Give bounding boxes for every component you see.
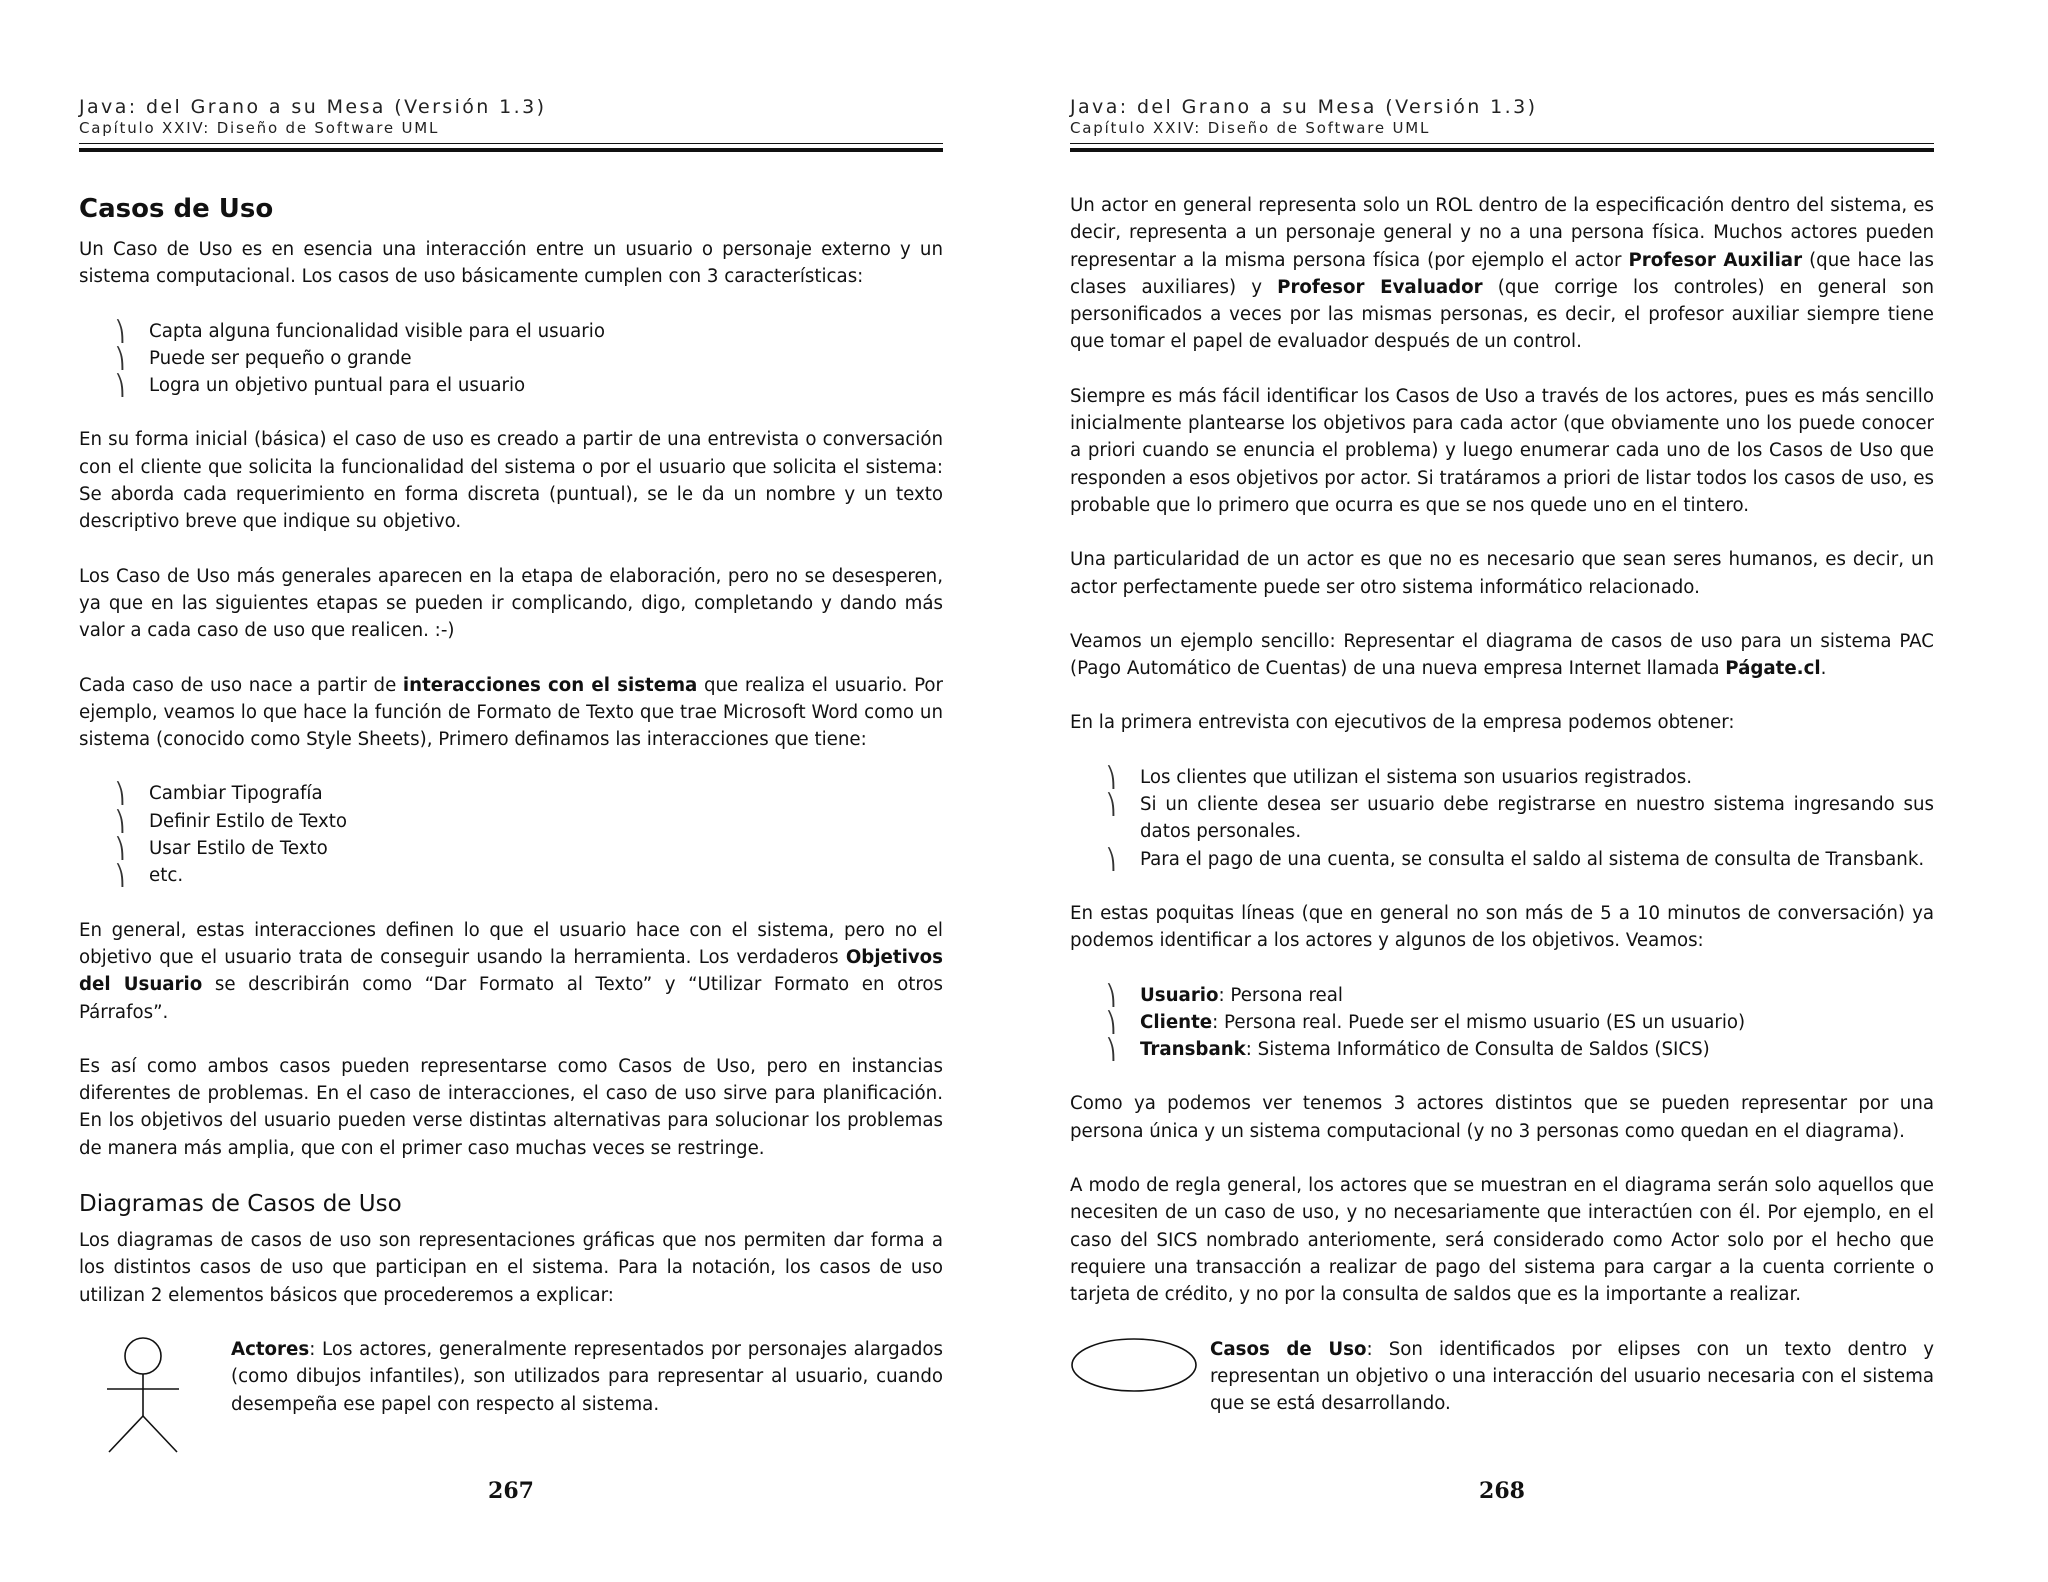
paragraph: Una particularidad de un actor es que no es necesario que sean seres humanos, es decir, un actor perfectamente puede ser otro sistema informático relacionado.	[1070, 549, 1934, 598]
bold-term: Objetivos del Usuario	[79, 946, 943, 996]
interactions-list	[79, 780, 943, 889]
bold-term: interacciones con el sistema	[402, 674, 698, 696]
list-item: ⎞ Puede ser pequeño o grande	[115, 345, 943, 372]
list-item: ⎞ Usar Estilo de Texto	[115, 835, 943, 862]
list-item: ⎞ Logra un objetivo puntual para el usuario	[115, 372, 943, 399]
list-item: ⎞ Usuario: Persona real	[1106, 982, 1934, 1009]
bold-term: Casos de Uso	[1210, 1338, 1367, 1360]
list-item: ⎞ Si un cliente desea ser usuario debe registrarse en nuestro sistema ingresando sus datos personales.	[1106, 792, 1934, 843]
header-rule-thin	[79, 143, 943, 144]
paragraph: En la primera entrevista con ejecutivos de la empresa podemos obtener:	[1070, 712, 1735, 734]
list-item: ⎞ Cliente: Persona real. Puede ser el mismo usuario (ES un usuario)	[1106, 1009, 1934, 1036]
list-item: ⎞ Definir Estilo de Texto	[115, 808, 943, 835]
bold-term: Profesor Auxiliar	[1628, 249, 1803, 271]
bullet-icon: ⎞	[115, 808, 125, 833]
bullet-icon: ⎞	[1106, 1037, 1116, 1062]
subsection-title: Diagramas de Casos de Uso	[79, 1191, 402, 1218]
bold-term: Cliente	[1140, 1011, 1213, 1033]
list-item: ⎞ etc.	[115, 862, 943, 889]
usecase-description: Casos de Uso: Son identificados por elipses con un texto dentro y representan un objetivo o una interacción del usuario necesaria con el sistema que se está desarrollando.	[1210, 1338, 1934, 1415]
header-rule-thin	[1070, 143, 1934, 144]
page-number: 267	[488, 1478, 534, 1504]
actor-description: Actores: Los actores, generalmente representados por personajes alargados (como dibujos infantiles), son utilizados para representar al usuario, cuando desempeña ese papel con respecto al sistema.	[231, 1338, 943, 1415]
paragraph: Es así como ambos casos pueden representarse como Casos de Uso, pero en instancias diferentes de problemas. En el caso de interacciones, el caso de uso sirve para planificación. En los objetivos del usuario pueden verse distintas alternativas para solucionar los problemas de manera más amplia, que con el primer caso muchas veces se restringe.	[79, 1055, 943, 1159]
list-item: ⎞ Para el pago de una cuenta, se consulta el saldo al sistema de consulta de Transbank.	[1106, 846, 1934, 873]
bullet-icon: ⎞	[115, 318, 125, 343]
bullet-icon: ⎞	[1106, 764, 1116, 789]
paragraph: Los diagramas de casos de uso son representaciones gráficas que nos permiten dar forma a los distintos casos de uso que participan en el sistema. Para la notación, los casos de uso utilizan 2 elementos básicos que procederemos a explicar:	[79, 1230, 943, 1306]
paragraph: En general, estas interacciones definen lo que el usuario hace con el sistema, pero no el objetivo que el usuario trata de conseguir usando la herramienta. Los verdaderos Objetivos del Usuario se describirán como “Dar Formato al Texto” y “Utilizar Formato en otros Párrafos”.	[79, 919, 944, 1023]
paragraph: En su forma inicial (básica) el caso de uso es creado a partir de una entrevista o conversación con el cliente que solicita la funcionalidad del sistema o por el usuario que solicita el sistema: Se aborda cada requerimiento en forma discreta (puntual), se le da un nombre y un texto descriptivo breve que indique su objetivo.	[79, 429, 943, 533]
list-item: ⎞ Cambiar Tipografía	[115, 780, 943, 807]
left-page-content	[79, 188, 943, 1458]
bullet-icon: ⎞	[115, 863, 125, 888]
running-head	[1070, 96, 1934, 138]
bold-term: Págate.cl	[1725, 658, 1821, 680]
header-rule-thick	[79, 148, 943, 152]
running-head	[79, 96, 943, 138]
section-title: Casos de Uso	[79, 194, 274, 224]
book-title: Java: del Grano a su Mesa (Versión 1.3)	[1070, 96, 1538, 118]
paragraph: A modo de regla general, los actores que se muestran en el diagrama serán solo aquellos que necesiten de un caso de uso, y no necesariamente que interactúen con él. Por ejemplo, en el caso del SICS nombrado anteriomente, será considerado como Actor solo por el hecho que requiere una transacción a realizar de pago del sistema para cargar a la cuenta corriente o tarjeta de crédito, y no por la consulta de saldos que es la importante a realizar.	[1070, 1175, 1934, 1306]
paragraph: Un Caso de Uso es en esencia una interacción entre un usuario o personaje externo y un sistema computacional. Los casos de uso básicamente cumplen con 3 características:	[79, 239, 943, 288]
bullet-icon: ⎞	[115, 781, 125, 806]
book-title: Java: del Grano a su Mesa (Versión 1.3)	[79, 96, 547, 118]
list-item: ⎞ Capta alguna funcionalidad visible para el usuario	[115, 318, 943, 345]
usecase-definition	[1070, 1336, 1934, 1418]
stick-figure-actor-icon	[79, 1336, 231, 1458]
bullet-icon: ⎞	[115, 345, 125, 370]
chapter-title: Capítulo XXIV: Diseño de Software UML	[79, 119, 440, 137]
bullet-icon: ⎞	[1106, 792, 1116, 817]
bullet-icon: ⎞	[1106, 1009, 1116, 1034]
bullet-icon: ⎞	[1106, 982, 1116, 1007]
header-rule-thick	[1070, 148, 1934, 152]
actors-list	[1070, 982, 1934, 1064]
left-page	[79, 0, 943, 1582]
page-number: 268	[1479, 1478, 1525, 1504]
bold-term: Usuario	[1140, 984, 1219, 1006]
right-page	[1070, 0, 1934, 1582]
paragraph: Cada caso de uso nace a partir de interacciones con el sistema que realiza el usuario. Por ejemplo, veamos lo que hace la función de Formato de Texto que trae Microsoft Word como un sistema (conocido como Style Sheets), Primero definamos las interacciones que tiene:	[79, 674, 943, 751]
paragraph: Veamos un ejemplo sencillo: Representar el diagrama de casos de uso para un sistema PAC (Pago Automático de Cuentas) de una nueva empresa Internet llamada Págate.cl.	[1070, 630, 1934, 680]
right-page-content	[1070, 192, 1934, 1417]
list-item: ⎞ Transbank: Sistema Informático de Consulta de Saldos (SICS)	[1106, 1036, 1934, 1063]
interview-list	[1070, 764, 1934, 873]
list-item: ⎞ Los clientes que utilizan el sistema son usuarios registrados.	[1106, 764, 1934, 791]
bold-term: Transbank	[1140, 1039, 1246, 1061]
paragraph: Los Caso de Uso más generales aparecen en la etapa de elaboración, pero no se desesperen, ya que en las siguientes etapas se pueden ir complicando, digo, completando y dando más valor a cada caso de uso que realicen. :-)	[79, 565, 943, 642]
paragraph: En estas poquitas líneas (que en general no son más de 5 a 10 minutos de conversación) ya podemos identificar a los actores y algunos de los objetivos. Veamos:	[1070, 902, 1934, 952]
bullet-icon: ⎞	[115, 836, 125, 861]
paragraph: Siempre es más fácil identificar los Casos de Uso a través de los actores, pues es más sencillo inicialmente plantearse los objetivos para cada actor (que obviamente uno los puede conocer a priori cuando se enuncia el problema) y luego enumerar cada uno de los Casos de Uso que responden a esos objetivos por actor. Si tratáramos a priori de listar todos los casos de uso, es probable que lo primero que ocurra es que se nos quede uno en el tintero.	[1070, 385, 1934, 516]
paragraph: Un actor en general representa solo un ROL dentro de la especificación dentro del sistema, es decir, representa a un personaje general y no a una persona física. Muchos actores pueden representar a la misma persona física (por ejemplo el actor Profesor Auxiliar (que hace las clases auxiliares) y Profesor Evaluador (que corrige los controles) en general son personificados a veces por las mismas personas, es decir, el profesor auxiliar siempre tiene que tomar el papel de evaluador después de un control.	[1070, 195, 1935, 353]
bold-term: Actores	[231, 1338, 310, 1360]
ellipse-usecase-icon	[1070, 1336, 1210, 1400]
bold-term: Profesor Evaluador	[1277, 276, 1483, 298]
bullet-icon: ⎞	[115, 373, 125, 398]
paragraph: Como ya podemos ver tenemos 3 actores distintos que se pueden representar por una persona única y un sistema computacional (y no 3 personas como quedan en el diagrama).	[1070, 1093, 1934, 1142]
characteristics-list	[79, 318, 943, 400]
actor-definition	[79, 1336, 943, 1458]
bullet-icon: ⎞	[1106, 846, 1116, 871]
chapter-title: Capítulo XXIV: Diseño de Software UML	[1070, 119, 1431, 137]
